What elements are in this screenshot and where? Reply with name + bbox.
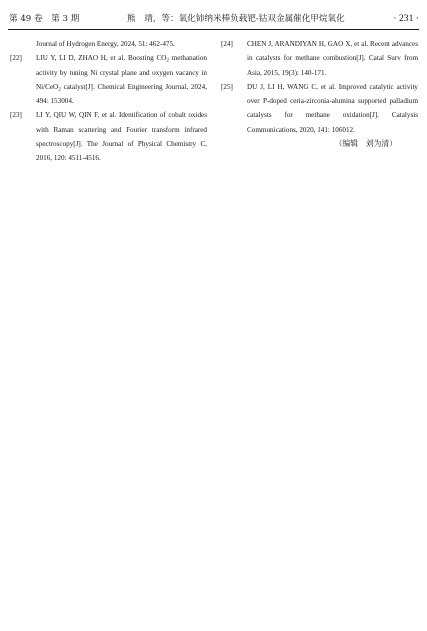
reference-number: [24] bbox=[221, 40, 233, 48]
reference-text: DU J, LI H, WANG C, et al. Improved catalytic activity over P-doped ceria-zirconia-alumina supported palladium catalysts for methane oxidation[J]. Catalysis Communications, 2020, 141: 106012. bbox=[247, 82, 418, 134]
subscript: 2 bbox=[166, 57, 169, 64]
reference-number: [22] bbox=[10, 54, 22, 63]
reference-text bbox=[36, 51, 207, 108]
running-title: 熊 靖，等：氧化铈纳米棒负载钯-钴双金属催化甲烷氧化 bbox=[127, 14, 345, 24]
reference-number: [25] bbox=[221, 82, 233, 91]
reference-text-part: LIU Y, LI D, ZHAO H, et al. Boosting CO bbox=[36, 54, 167, 63]
page-number: · 231 · bbox=[393, 13, 419, 24]
reference-text-part: methanation activity by tuning Ni crystal plane and oxygen vacancy in Ni/CeO bbox=[36, 54, 207, 91]
reference-text-part: catalyst[J]. Chemical Engineering Journal, 2024, 494: 153004. bbox=[36, 82, 207, 106]
reference-25 bbox=[221, 80, 418, 137]
header-rule bbox=[8, 29, 419, 30]
reference-number: [23] bbox=[10, 111, 22, 120]
reference-23 bbox=[10, 108, 207, 165]
reference-21-continuation-text: Journal of Hydrogen Energy, 2024, 51: 462-475. bbox=[36, 40, 175, 48]
subscript: 2 bbox=[58, 86, 61, 93]
left-column bbox=[10, 37, 207, 166]
reference-text: CHEN J, ARANDIYAN H, GAO X, et al. Recent advances in catalysts for methane combustion[J]. Catal Surv from Asia, 2015, 19(3): 140-171. bbox=[247, 40, 418, 77]
reference-24 bbox=[221, 37, 418, 80]
editor-note: （编辑 刘为清） bbox=[334, 139, 397, 149]
right-column bbox=[221, 37, 418, 151]
reference-text: LI Y, QIU W, QIN F, et al. Identification of cobalt oxides with Raman scattering and Fourier transform infrared spectroscopy[J]. The Journal of Physical Chemistry C, 2016, 120: 4511-4516. bbox=[36, 111, 207, 163]
issue-label: 第 49 卷 第 3 期 bbox=[9, 14, 80, 24]
reference-22 bbox=[10, 51, 207, 108]
reference-continuation bbox=[10, 37, 207, 51]
